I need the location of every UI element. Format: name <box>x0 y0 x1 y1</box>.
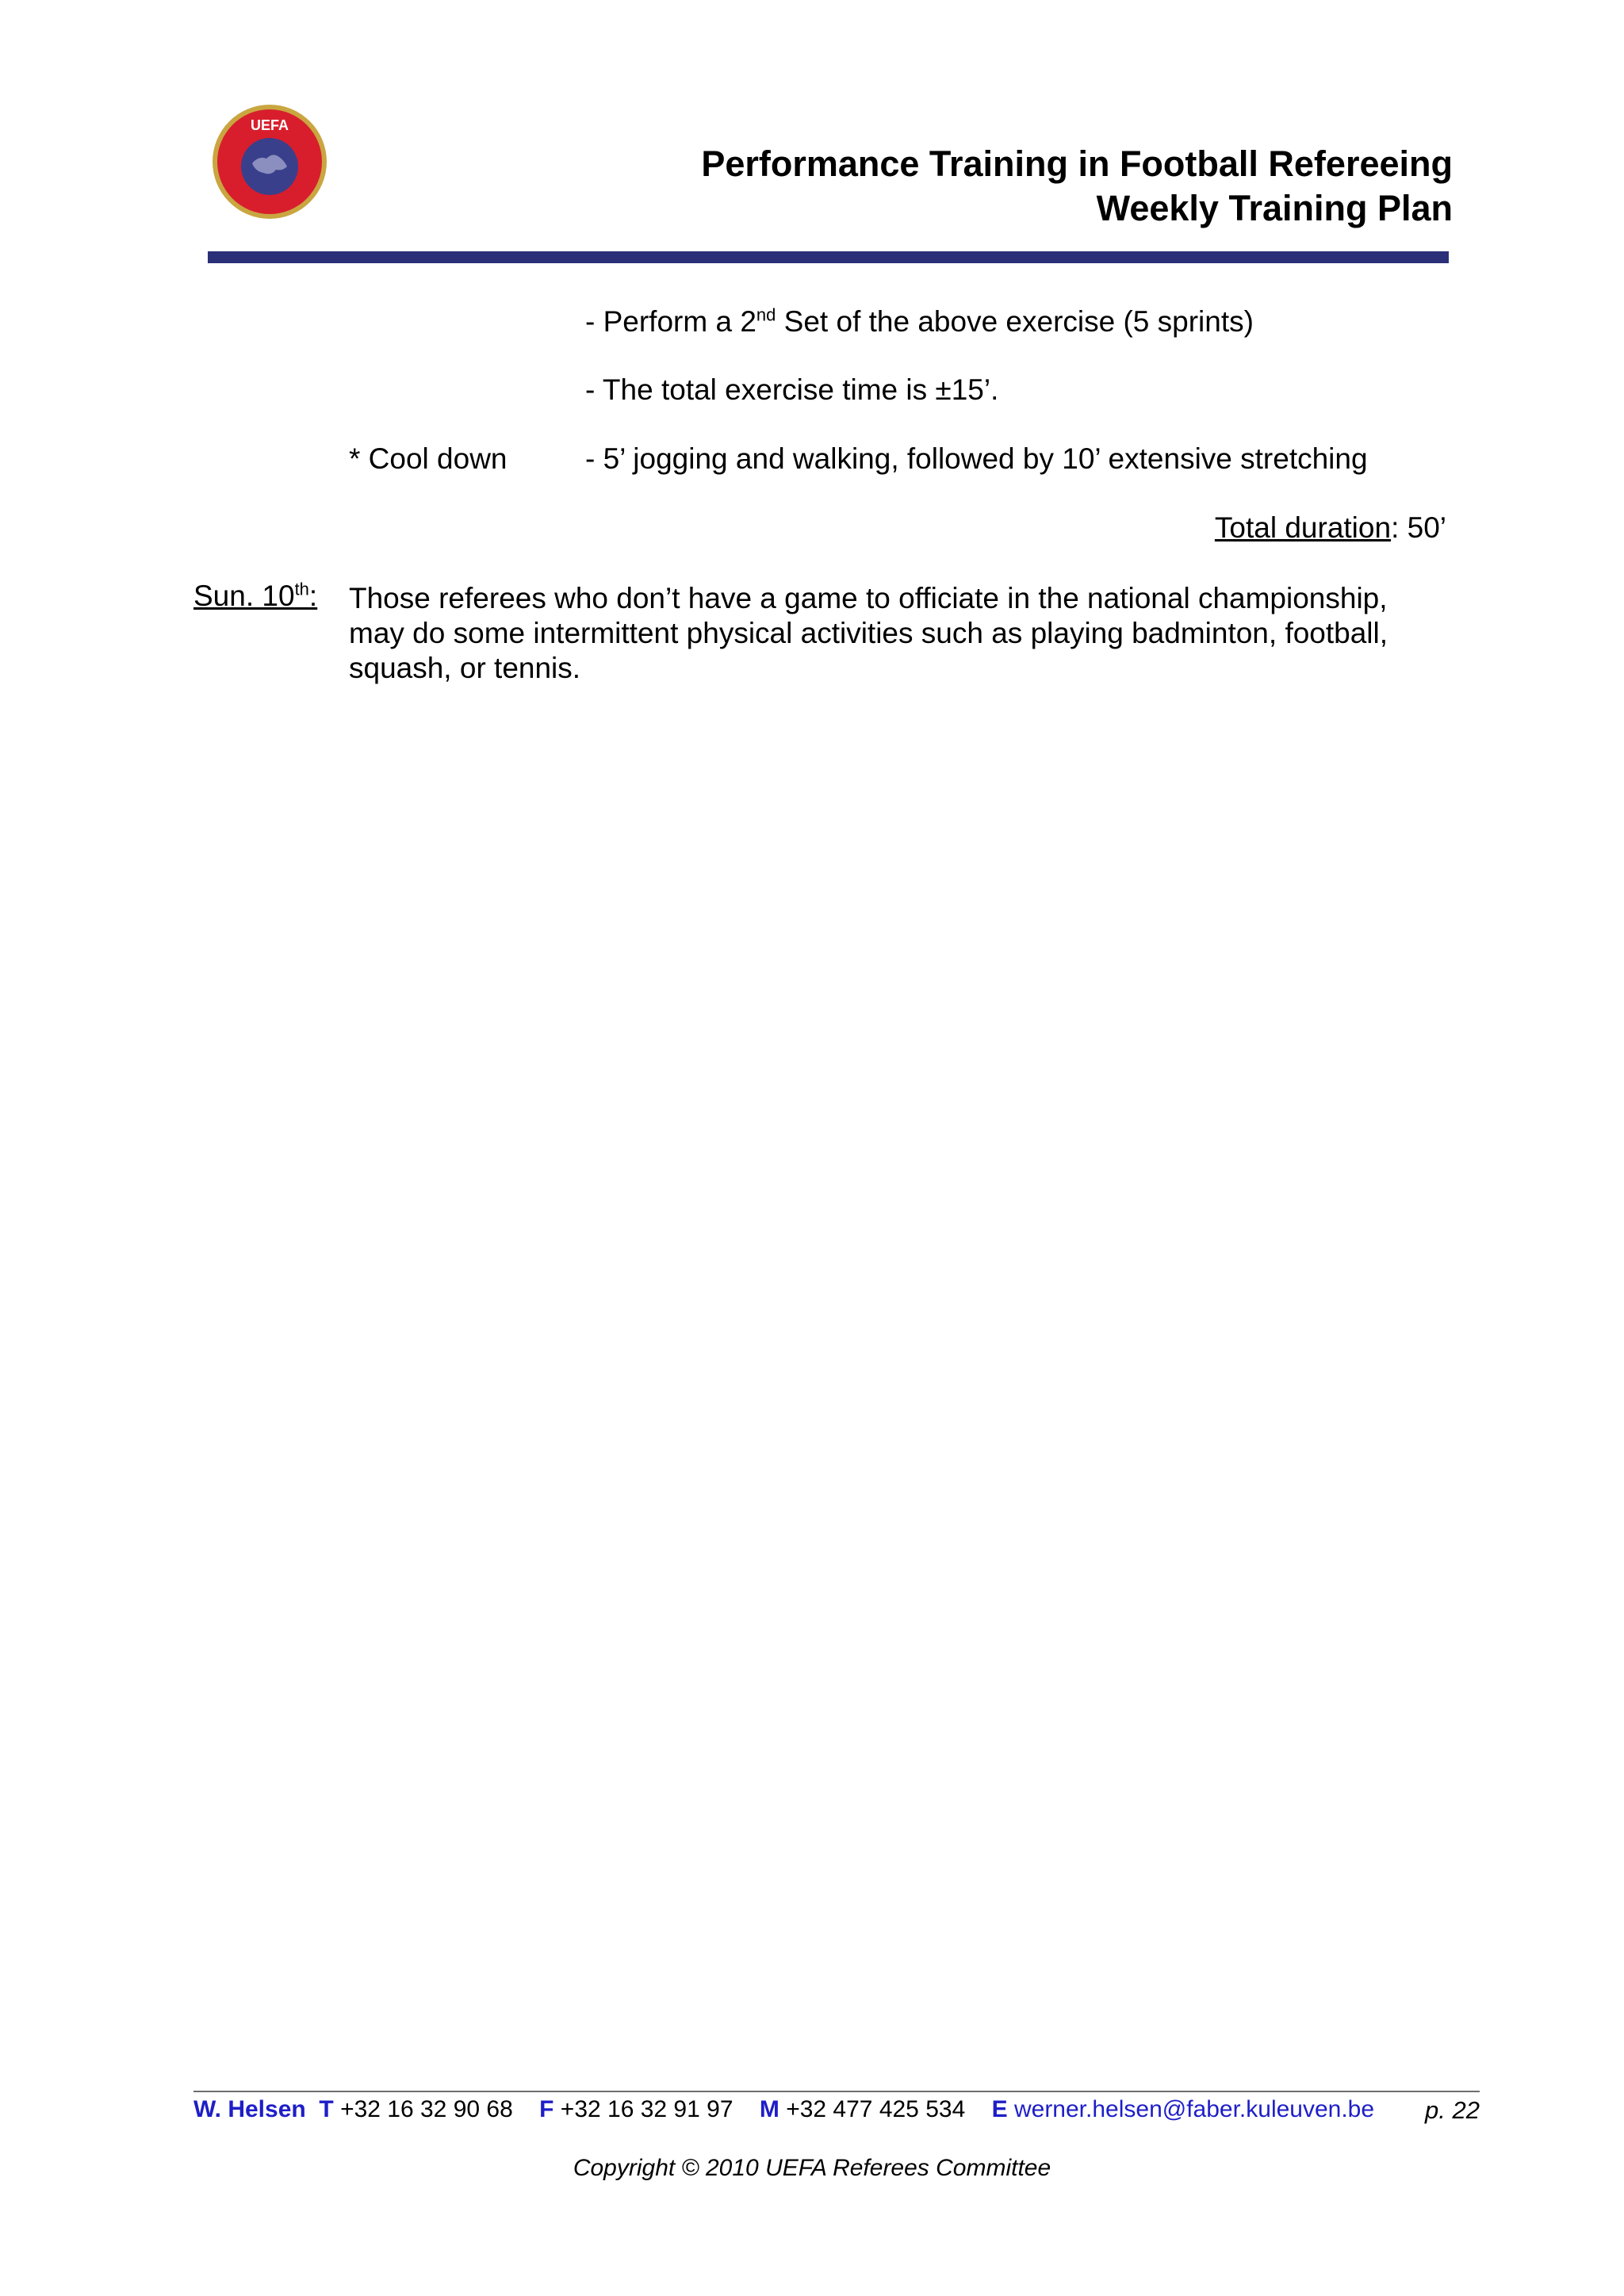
mobile-label: M <box>759 2096 779 2122</box>
copyright-notice: Copyright © 2010 UEFA Referees Committee <box>573 2155 1051 2181</box>
email-link[interactable]: werner.helsen@faber.kuleuven.be <box>1013 2096 1375 2122</box>
footer-contact <box>193 2098 1480 2122</box>
exercise-set-line: - Perform a 2nd Set of the above exercise (5 sprints) <box>585 304 1254 338</box>
total-duration-value: : 50’ <box>1391 511 1446 544</box>
header-subtitle: Weekly Training Plan <box>1096 188 1453 228</box>
phone-label: T <box>319 2096 334 2122</box>
header-title: Performance Training in Football Refereeing <box>701 144 1453 184</box>
footer-name: W. Helsen <box>193 2096 306 2122</box>
sunday-label: Sun. 10th: <box>193 579 318 612</box>
cool-down-label: * Cool down <box>349 442 508 475</box>
uefa-logo <box>211 103 328 220</box>
phone-value: +32 16 32 90 68 <box>340 2096 513 2122</box>
page-number: p. 22 <box>1425 2096 1480 2124</box>
email-label: E <box>991 2096 1008 2122</box>
fax-value: +32 16 32 91 97 <box>560 2096 733 2122</box>
sunday-text: Those referees who don’t have a game to officiate in the national championship, may do some intermittent physical activities such as playing badminton, football, squash, or tennis. <box>349 582 1388 684</box>
mobile-value: +32 477 425 534 <box>786 2096 966 2122</box>
exercise-time-line: - The total exercise time is ±15’. <box>585 373 999 406</box>
header-rule <box>208 251 1449 263</box>
total-duration <box>1215 513 1446 542</box>
fax-label: F <box>539 2096 554 2122</box>
svg-text:UEFA: UEFA <box>250 117 289 133</box>
total-duration-label: Total duration <box>1214 511 1392 544</box>
footer-rule <box>193 2091 1480 2092</box>
cool-down-text: - 5’ jogging and walking, followed by 10’ extensive stretching <box>585 442 1368 475</box>
